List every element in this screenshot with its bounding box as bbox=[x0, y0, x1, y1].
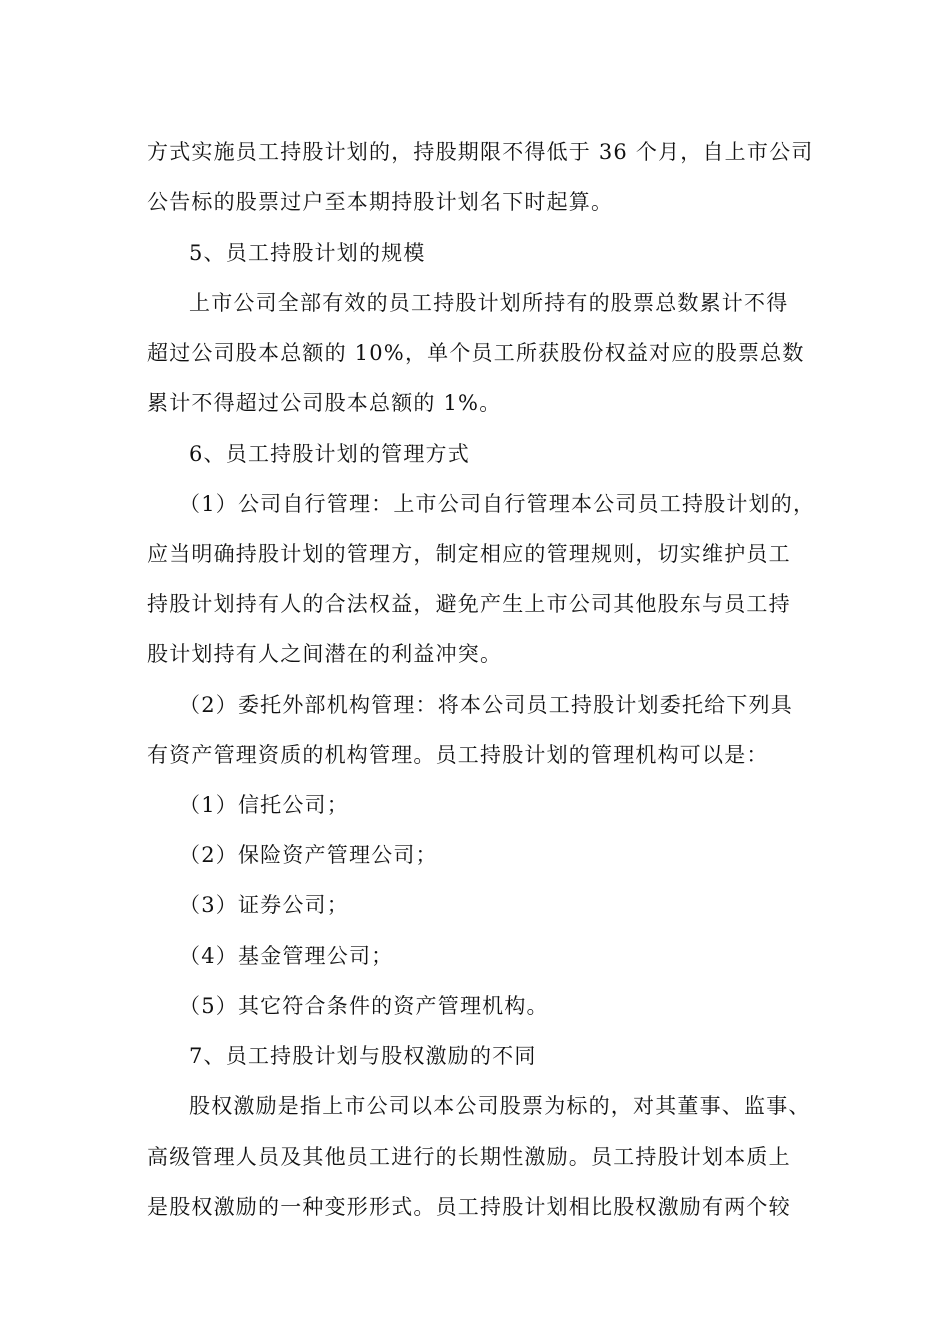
body-text-line: 持股计划持有人的合法权益，避免产生上市公司其他股东与员工持 bbox=[147, 592, 791, 616]
body-text-line: 高级管理人员及其他员工进行的长期性激励。员工持股计划本质上 bbox=[147, 1145, 791, 1169]
section-heading: 7、员工持股计划与股权激励的不同 bbox=[189, 1044, 537, 1068]
body-text-line: 累计不得超过公司股本总额的 1%。 bbox=[147, 391, 502, 415]
list-item: （2）保险资产管理公司； bbox=[179, 843, 438, 867]
list-item: （3）证券公司； bbox=[179, 893, 349, 917]
body-text-line: 上市公司全部有效的员工持股计划所持有的股票总数累计不得 bbox=[189, 291, 789, 315]
body-text-line: 股权激励是指上市公司以本公司股票为标的，对其董事、监事、 bbox=[189, 1094, 811, 1118]
body-text-line: 公告标的股票过户至本期持股计划名下时起算。 bbox=[147, 190, 614, 214]
list-item: （1）信托公司； bbox=[179, 793, 349, 817]
body-text-line: 股计划持有人之间潜在的利益冲突。 bbox=[147, 642, 503, 666]
body-text-line: 有资产管理资质的机构管理。员工持股计划的管理机构可以是： bbox=[147, 743, 769, 767]
list-item: （5）其它符合条件的资产管理机构。 bbox=[179, 994, 549, 1018]
body-text-line: 应当明确持股计划的管理方，制定相应的管理规则，切实维护员工 bbox=[147, 542, 791, 566]
section-heading: 5、员工持股计划的规模 bbox=[189, 241, 426, 265]
body-text-line: 是股权激励的一种变形形式。员工持股计划相比股权激励有两个较 bbox=[147, 1195, 791, 1219]
body-text-line: （1）公司自行管理：上市公司自行管理本公司员工持股计划的， bbox=[179, 492, 816, 516]
section-heading: 6、员工持股计划的管理方式 bbox=[189, 442, 470, 466]
body-text-line: 方式实施员工持股计划的，持股期限不得低于 36 个月，自上市公司 bbox=[147, 140, 814, 164]
body-text-line: 超过公司股本总额的 10%，单个员工所获股份权益对应的股票总数 bbox=[147, 341, 805, 365]
list-item: （4）基金管理公司； bbox=[179, 944, 394, 968]
body-text-line: （2）委托外部机构管理：将本公司员工持股计划委托给下列具 bbox=[179, 693, 793, 717]
